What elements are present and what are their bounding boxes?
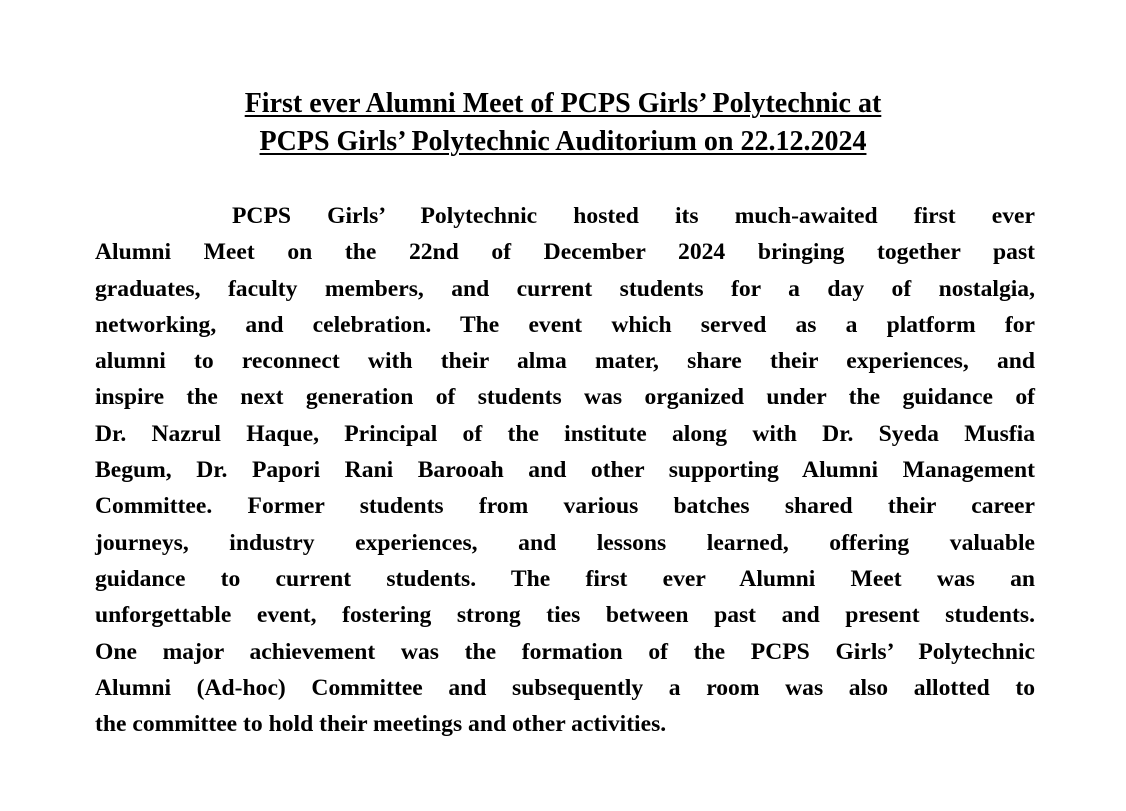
body-paragraph bbox=[95, 198, 1035, 742]
paragraph-line: guidance to current students. The first ever Alumni Meet was an bbox=[95, 565, 1035, 592]
paragraph-line: One major achievement was the formation of the PCPS Girls’ Polytechnic bbox=[95, 638, 1035, 665]
paragraph-line: Alumni Meet on the 22nd of December 2024 bringing together past bbox=[95, 239, 1035, 266]
document-title bbox=[0, 85, 1126, 161]
paragraph-line: inspire the next generation of students was organized under the guidance of bbox=[95, 384, 1035, 411]
paragraph-line: alumni to reconnect with their alma mater, share their experiences, and bbox=[95, 348, 1035, 375]
title-line-1: First ever Alumni Meet of PCPS Girls’ Polytechnic at bbox=[244, 88, 882, 119]
paragraph-line: networking, and celebration. The event which served as a platform for bbox=[95, 311, 1035, 338]
paragraph-line: PCPS Girls’ Polytechnic hosted its much-awaited first ever bbox=[232, 203, 1035, 229]
paragraph-line: Begum, Dr. Papori Rani Barooah and other supporting Alumni Management bbox=[95, 457, 1035, 484]
paragraph-line: Alumni (Ad-hoc) Committee and subsequently a room was also allotted to bbox=[95, 674, 1035, 701]
paragraph-line: Committee. Former students from various batches shared their career bbox=[95, 493, 1035, 520]
paragraph-line: journeys, industry experiences, and lessons learned, offering valuable bbox=[95, 529, 1035, 556]
title-line-2: PCPS Girls’ Polytechnic Auditorium on 22.12.2024 bbox=[259, 126, 867, 157]
paragraph-line: graduates, faculty members, and current students for a day of nostalgia, bbox=[95, 275, 1035, 302]
paragraph-line: unforgettable event, fostering strong ties between past and present students. bbox=[95, 602, 1035, 629]
paragraph-line: Dr. Nazrul Haque, Principal of the institute along with Dr. Syeda Musfia bbox=[95, 420, 1035, 447]
paragraph-line: the committee to hold their meetings and other activities. bbox=[95, 711, 667, 738]
